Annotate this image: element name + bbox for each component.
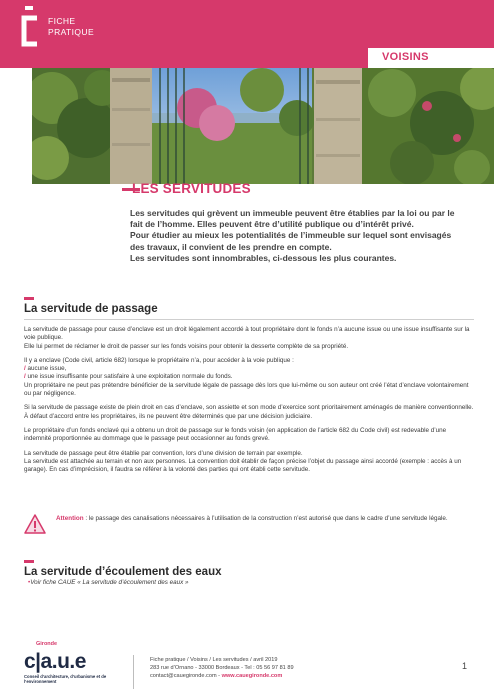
caue-logo: c|a.u.e <box>24 650 86 673</box>
footer-info: Fiche pratique / Voisins / Les servitudes / avril 2019 283 rue d’Ornano - 33000 Bordeaux - Tel : 05 56 97 81 89 contact@cauegironde.com - www.cauegironde.com <box>150 657 294 679</box>
section-rule <box>24 319 474 320</box>
footer-divider <box>133 655 134 689</box>
website-link[interactable]: www.cauegironde.com <box>221 673 283 679</box>
section-passage-body: La servitude de passage pour cause d’enclave est un droit légalement accordé à tout propriétaire dont le fonds n’a aucune issue ou une issue insuffisante sur la voie publique. Elle lui permet de réclamer le droit de passer sur les fonds voisins pour obtenir la desserte complète de sa propriété. Il y a enclave (Code civil, article 682) lorsque le propriétaire n’a, pour accéder à la voie publique : / aucune issue, / une issue insuffisante pour satisfaire à une exploitation normale du fonds. Un propriétaire ne peut pas prétendre bénéficier de la servitude légale de passage dès lors que lui-même ou son auteur ont créé l’état d’enclave volontairement ou par négligence. Si la servitude de passage existe de plein droit en cas d’enclave, son assiette et son mode d’exercice sont prioritairement aménagés de manière conventionnelle. À défaut d’accord entre les propriétaires, ils ne peuvent être déterminés que par une décision judiciaire. Le propriétaire d’un fonds enclavé qui a obtenu un droit de passage sur le fonds voisin (en application de l’article 682 du Code civil) est redevable d’une indemnité proportionnée au dommage que le passage peut occasionner au fonds grevé. La servitude de passage peut être établie par convention, lors d’une division de terrain par exemple. La servitude est attachée au terrain et non aux personnes. La convention doit établir de façon précise l’objet du passage ainsi accordé (exemple : accès à un garage). En cas d’imprécision, il faudra se référer à la volonté des parties qui ont établi cette servitude. <box>24 326 474 474</box>
section-title-ecoulement: La servitude d’écoulement des eaux <box>24 566 222 578</box>
section-accent-bar <box>24 297 34 300</box>
list-bullet: / <box>24 373 26 381</box>
footer-region: Gironde <box>36 641 58 647</box>
section-title-passage: La servitude de passage <box>24 303 158 315</box>
warning-icon <box>24 513 46 535</box>
page-title: LES SERVITUDES <box>132 181 251 196</box>
category-label: VOISINS <box>382 51 429 63</box>
list-bullet: / <box>24 365 26 373</box>
intro-text: Les servitudes qui grèvent un immeuble peuvent être établies par la loi ou par le fait de l’homme. Elles peuvent être d’utilité publique ou d’intérêt privé. Pour étudier au mieux les potentialités de l’immeuble sur lequel sont envisagés des travaux, il convient de les prendre en compte. Les servitudes sont innombrables, ci-dessous les plus courantes. <box>130 208 455 263</box>
fiche-pratique-label: FICHE PRATIQUE <box>48 16 95 37</box>
caue-c-logo-icon <box>18 6 40 48</box>
page-number: 1 <box>462 661 468 671</box>
header-photo <box>32 68 494 184</box>
garden-gate-photo <box>32 68 494 184</box>
see-also-reference: •Voir fiche CAUE « La servitude d’écoulement des eaux » <box>28 579 189 586</box>
section-accent-bar <box>24 560 34 563</box>
attention-note: Attention : le passage des canalisations nécessaires à l’utilisation de la construction n’est autorisé que dans le cadre d’une servitude légale. <box>56 515 448 522</box>
caue-logo-subtitle: Conseil d’architecture, d’urbanisme et de l’environnement <box>24 674 107 684</box>
